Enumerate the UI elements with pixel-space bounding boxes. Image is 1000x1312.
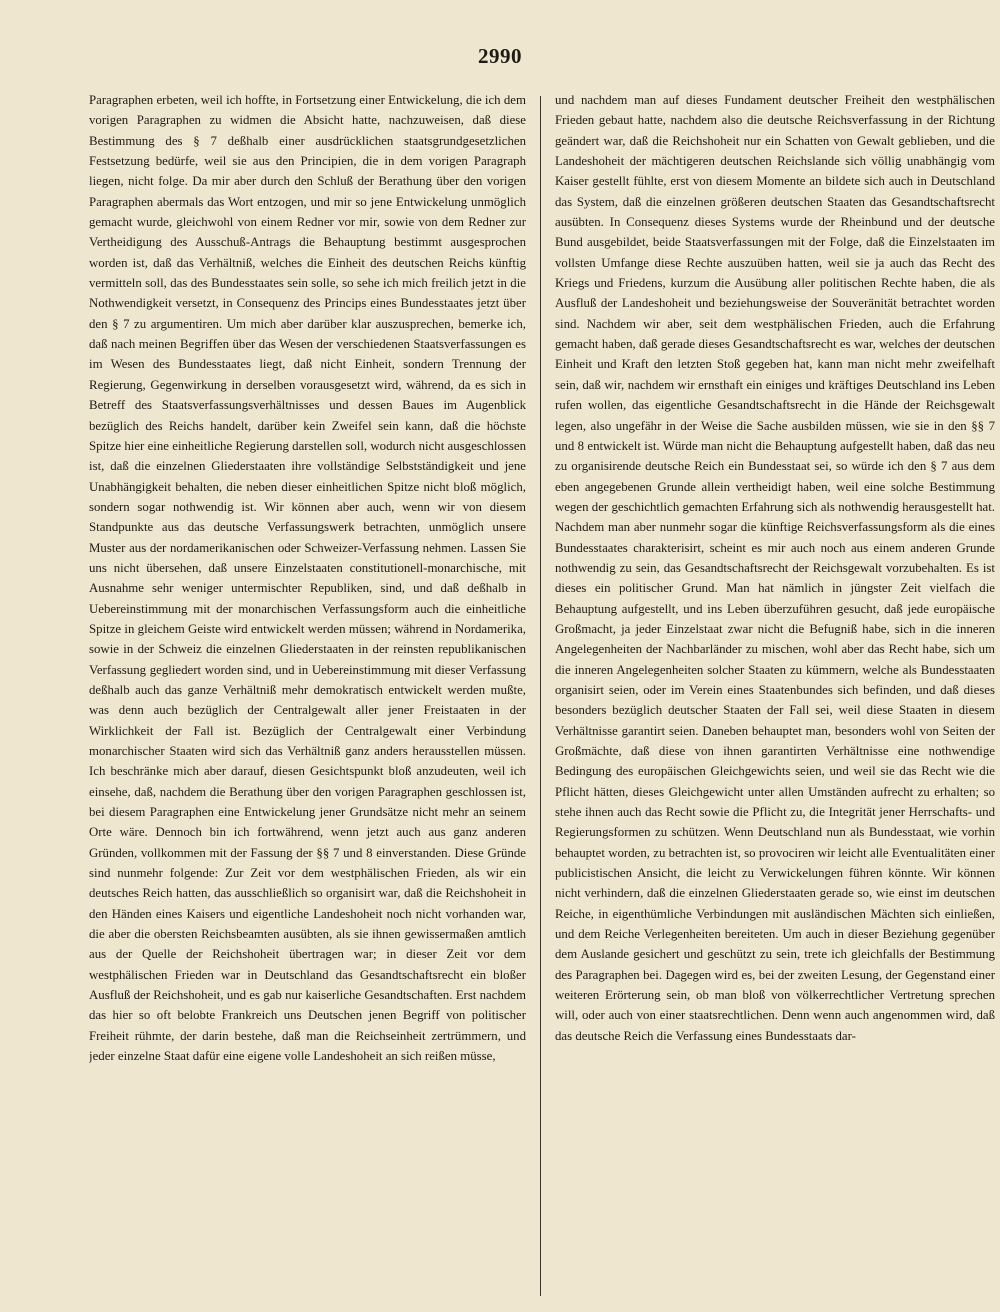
right-column-paragraph: und nachdem man auf dieses Fundament deutscher Freiheit den westphälischen Frieden gebaut hatte, nachdem also die deutsche Reichsverfassung in der Richtung geändert war, daß die Reichshoheit nur ein Schatten von Gewalt geblieben, und die Landeshoheit der mächtigeren deutschen Reichslande sich völlig unabhängig vom Kaiser gestellt fühlte, erst von diesem Momente an bildete sich auch in Deutschland das System, daß die einzelnen größeren deutschen Staaten das Gesandtschaftsrecht ausübten. In Consequenz dieses Systems wurde der Rheinbund und der deutsche Bund ausgebildet, beide Staatsverfassungen mit der Folge, daß die Einzelstaaten im vollsten Umfange diese Rechte auszuüben hatten, weil sie ja auch das Recht des Kriegs und Friedens, kurzum die Ausübung aller politischen Rechte haben, die als Ausfluß der Landeshoheit und beziehungsweise der Souveränität betrachtet worden sind. Nachdem wir aber, seit dem westphälischen Frieden, auch die Erfahrung gemacht haben, daß gerade dieses Gesandtschaftsrecht es war, welches der deutschen Einheit und Kraft den letzten Stoß gegeben hat, kann man nicht mehr zweifelhaft sein, daß wir, nachdem wir ernsthaft ein einiges und kräftiges Deutschland ins Leben rufen wollen, das eigentliche Gesandtschaftsrecht in die Hände der Reichsgewalt legen, also ungefähr in der Weise die Sache ausbilden müssen, wie sie in den §§ 7 und 8 entwickelt ist. Würde man nicht die Behauptung aufgestellt haben, daß das neu zu organisirende deutsche Reich ein Bundesstaat sei, so würde ich den § 7 aus dem eben angegebenen Grunde allein vertheidigt haben, weil eine solche Bestimmung wegen der geschichtlich gemachten Erfahrung sich als nothwendig herausgestellt hat. Nachdem man aber nunmehr sogar die künftige Reichsverfassungsform als die eines Bundesstaates charakterisirt, scheint es mir auch noch aus einem anderen Grunde nothwendig zu sein, das Gesandtschaftsrecht der Reichsgewalt vorzubehalten. Es ist dieses ein politischer Grund. Man hat nämlich in jüngster Zeit vielfach die Behauptung aufgestellt, und ins Leben überzuführen gesucht, daß jede europäische Großmacht, ja jeder Einzelstaat zwar nicht die Befugniß habe, sich in die inneren Angelegenheiten der Nachbarländer zu mischen, wohl aber das Recht habe, sich um die inneren Angelegenheiten solcher Staaten zu kümmern, welche als Bundesstaaten organisirt seien, oder im Verein eines Staatenbundes sich befinden, und daß dieses besonders bezüglich deutscher Staaten der Fall sei, weil diese Staaten in diesem Verhältnisse garantirt seien. Daneben behauptet man, besonders wohl von Seiten der Großmächte, daß diese von ihnen garantirten Verhältnisse eine nothwendige Bedingung des europäischen Gleichgewichts seien, und weil sie das Recht wie die Pflicht hätten, dieses Gleichgewicht unter allen Umständen aufrecht zu erhalten; so stehe ihnen auch das Recht sowie die Pflicht zu, die Integrität jener Herrschafts- und Regierungsformen zu schützen. Wenn Deutschland nun als Bundesstaat, wie vorhin behauptet worden, zu betrachten ist, so provociren wir leicht alle Eventualitäten einer publicistischen Ansicht, die leicht zu Verwickelungen führen könnte. Wir können nicht verhindern, daß die einzelnen Gliederstaaten gerade so, wie einst im deutschen Reiche, in eigenthümliche Verbindungen mit ausländischen Mächten sich einließen, und dem Reiche Verlegenheiten bereiteten. Um auch in dieser Beziehung gegenüber dem Auslande gesichert und geschützt zu sein, trete ich gleichfalls der Bestimmung des Paragraphen bei. Dagegen wird es, bei der zweiten Lesung, der Gegenstand einer weiteren Erörterung sein, ob man bloß von völkerrechtlicher Vertretung sprechen will, oder auch von einer staatsrechtlichen. Denn wenn auch angenommen wird, daß das deutsche Reich die Verfassung eines Bundesstaats dar-: [555, 93, 995, 1043]
page-number: 2990: [478, 44, 522, 68]
text-column-left: [89, 90, 526, 1290]
left-column-paragraph: Paragraphen erbeten, weil ich hoffte, in Fortsetzung einer Entwickelung, die ich dem vorigen Paragraphen zu widmen die Absicht hatte, nachzuweisen, daß diese Bestimmung des § 7 deßhalb einer ausdrücklichen staatsgrundgesetzlichen Festsetzung bedürfe, weil sie aus den Principien, die in dem vorigen Paragraph liegen, nicht folge. Da mir aber durch den Schluß der Berathung über den vorigen Paragraphen abermals das Wort entzogen, und mir so jene Entwickelung unmöglich gemacht wurde, gleichwohl von einem Redner vor mir, sowie von dem Redner zur Vertheidigung des Ausschuß-Antrags die Behauptung bestimmt ausgesprochen worden ist, daß das Verhältniß, welches die Einheit des deutschen Reichs künftig vermitteln soll, das des Bundesstaates sein solle, so sehe ich mich freilich jetzt in die Nothwendigkeit versetzt, in Consequenz des Princips eines Bundesstaates jetzt über den § 7 zu argumentiren. Um mich aber darüber klar auszusprechen, bemerke ich, daß nach meinen Begriffen über das Wesen der verschiedenen Staatsverfassungen es im Wesen des Bundesstaates liegt, daß nicht Einheit, sondern Trennung der Regierung, Gegenwirkung in derselben vorausgesetzt wird, während, da es sich in Betreff des Staatsverfassungsverhältnisses und dessen Baues im Augenblick bezüglich des Reichs handelt, darüber kein Zweifel sein kann, daß die höchste Spitze hier eine einheitliche Regierung darstellen soll, wodurch nicht ausgeschlossen ist, daß die einzelnen Gliederstaaten ihre vollständige Selbstständigkeit und jene Unabhängigkeit behalten, die neben dieser einheitlichen Spitze nicht bloß möglich, sondern sogar nothwendig ist. Wir können aber auch, wenn wir von diesem Standpunkte aus das deutsche Verfassungswerk betrachten, unmöglich unsere Muster aus der nordamerikanischen oder Schweizer-Verfassung nehmen. Lassen Sie uns nicht übersehen, daß unsere Einzelstaaten constitutionell-monarchische, mit Ausnahme sehr weniger untermischter Republiken, sind, und daß deßhalb in Uebereinstimmung mit der monarchischen Verfassungsform auch die einheitliche Spitze in gleichem Geiste wird entwickelt werden müssen; während in Nordamerika, sowie in der Schweiz die einzelnen Gliederstaaten in der reinsten republikanischen Verfassung gegliedert worden sind, und in Uebereinstimmung mit dieser Verfassung deßhalb auch das ganze Verhältniß mehr demokratisch entwickelt werden mußte, was denn auch bezüglich der Centralgewalt aller jener Freistaaten in der Wirklichkeit der Fall ist. Bezüglich der Centralgewalt einer Verbindung monarchischer Staaten wird sich das Verhältniß ganz anders herausstellen müssen. Ich beschränke mich aber darauf, diesen Gesichtspunkt bloß anzudeuten, weil ich einsehe, daß, nachdem die Berathung über den vorigen Paragraphen geschlossen ist, bei diesem Paragraphen eine Entwickelung jener Grundsätze nicht mehr an seinem Orte wäre. Dennoch bin ich fortwährend, wenn jetzt auch aus ganz anderen Gründen, vollkommen mit der Fassung der §§ 7 und 8 einverstanden. Diese Gründe sind nunmehr folgende: Zur Zeit vor dem westphälischen Frieden, als wir ein deutsches Reich hatten, das ausschließlich so organisirt war, daß die Reichshoheit in den Händen eines Kaisers und eigentliche Landeshoheit noch nicht vorhanden war, die aber die obersten Reichsbeamten ausübten, als sie ihnen gewissermaßen amtlich aus der Quelle der Reichshoheit übertragen war; in dieser Zeit vor dem westphälischen Frieden war in Deutschland das Gesandtschaftsrecht ein bloßer Ausfluß der Reichshoheit, und es gab nur kaiserliche Gesandtschaften. Erst nachdem das hier so oft belobte Frankreich uns Deutschen jenen Begriff von politischer Freiheit rühmte, der darin bestehe, daß man die Reichseinheit zertrümmern, und jeder einzelne Staat dafür eine eigene volle Landeshoheit an sich reißen müsse,: [89, 93, 526, 1064]
text-column-right: [555, 90, 995, 1290]
column-divider: [540, 96, 541, 1296]
